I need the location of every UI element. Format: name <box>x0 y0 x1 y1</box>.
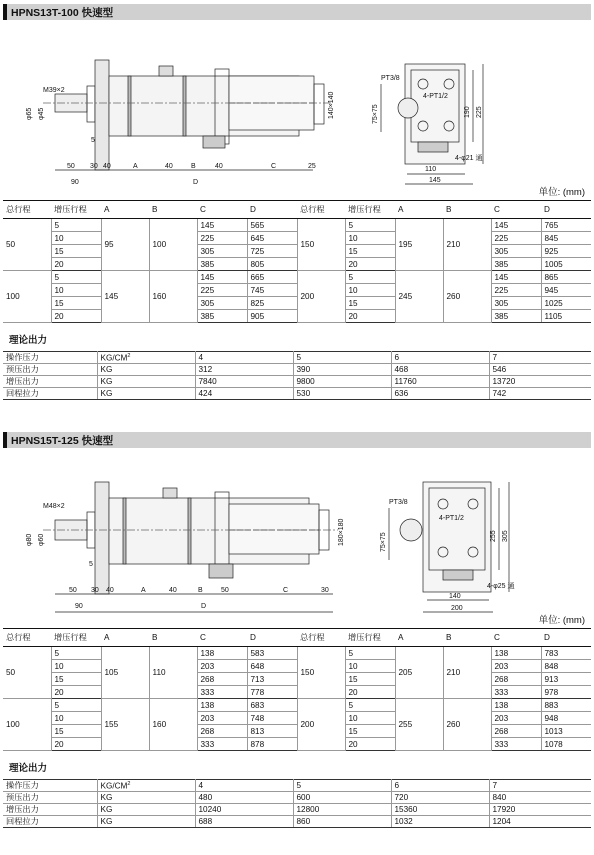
table-cell: 138 <box>491 647 541 660</box>
table-cell: 7 <box>489 780 591 792</box>
table-cell: 20 <box>51 310 101 323</box>
dimension-table <box>3 628 591 751</box>
table-cell: 333 <box>491 738 541 751</box>
table-cell: 948 <box>541 712 591 725</box>
svg-text:145: 145 <box>429 177 441 184</box>
svg-text:φ45: φ45 <box>38 107 45 120</box>
table-cell: 15 <box>345 245 395 258</box>
svg-text:φ60: φ60 <box>38 533 45 546</box>
table-cell: 145 <box>197 219 247 232</box>
table-cell: 预压出力 <box>3 792 97 804</box>
svg-text:PT3/8: PT3/8 <box>381 75 400 82</box>
table-cell: 783 <box>541 647 591 660</box>
svg-text:A: A <box>133 163 138 170</box>
table-cell: 10 <box>345 660 395 673</box>
svg-text:305: 305 <box>502 530 509 542</box>
table-cell: 6 <box>391 352 489 364</box>
svg-text:50: 50 <box>221 587 229 594</box>
section-title: HPNS13T-100 快速型 <box>3 4 591 20</box>
table-cell: 683 <box>247 699 297 712</box>
svg-text:φ80: φ80 <box>26 533 33 546</box>
table-cell: 95 <box>101 219 149 271</box>
table-cell: 333 <box>491 686 541 699</box>
svg-text:190: 190 <box>464 106 471 118</box>
table-cell: 565 <box>247 219 297 232</box>
table-cell: 203 <box>197 712 247 725</box>
table-cell: 5 <box>51 271 101 284</box>
table-cell: 225 <box>197 284 247 297</box>
table-cell: 905 <box>247 310 297 323</box>
table-cell: 210 <box>443 219 491 271</box>
table-cell: 12800 <box>293 804 391 816</box>
table-cell: 945 <box>541 284 591 297</box>
table-cell: $KG/CM^2$ <box>97 352 195 364</box>
table-cell: 145 <box>101 271 149 323</box>
svg-text:75×75: 75×75 <box>380 532 387 552</box>
svg-text:C: C <box>283 587 289 594</box>
table-row <box>3 792 591 804</box>
table-cell: 978 <box>541 686 591 699</box>
table-cell: 155 <box>101 699 149 751</box>
table-cell: 225 <box>491 232 541 245</box>
technical-drawing <box>3 24 591 186</box>
table-cell: 5 <box>51 647 101 660</box>
table-cell: 105 <box>101 647 149 699</box>
svg-text:50: 50 <box>67 163 75 170</box>
table-cell: KG <box>97 364 195 376</box>
table-cell: 260 <box>443 271 491 323</box>
table-cell: 5 <box>345 219 395 232</box>
svg-text:30: 30 <box>90 163 98 170</box>
force-title: 理论出力 <box>9 335 48 346</box>
table-row <box>3 816 591 828</box>
table-cell: 4 <box>195 352 293 364</box>
table-cell: 865 <box>541 271 591 284</box>
svg-text:40: 40 <box>165 163 173 170</box>
table-cell: 1025 <box>541 297 591 310</box>
table-cell: 583 <box>247 647 297 660</box>
table-cell: 742 <box>489 388 591 400</box>
svg-text:4-PT1/2: 4-PT1/2 <box>423 93 448 100</box>
table-cell: 688 <box>195 816 293 828</box>
table-cell: 100 <box>3 699 51 751</box>
table-cell: 15360 <box>391 804 489 816</box>
table-cell: 操作压力 <box>3 780 97 792</box>
cylinder-drawing <box>3 452 591 614</box>
table-cell: 665 <box>247 271 297 284</box>
table-cell: 203 <box>491 712 541 725</box>
table-cell: 305 <box>491 297 541 310</box>
technical-drawing <box>3 452 591 614</box>
svg-text:M48×2: M48×2 <box>43 503 65 510</box>
table-cell: 805 <box>247 258 297 271</box>
table-cell: 530 <box>293 388 391 400</box>
table-cell: 260 <box>443 699 491 751</box>
svg-text:A: A <box>141 587 146 594</box>
table-cell: KG <box>97 792 195 804</box>
table-cell: 15 <box>345 725 395 738</box>
table-header-row: 总行程 增压行程 A B C D 总行程 增压行程 A B C D <box>3 201 591 219</box>
table-cell: 333 <box>197 738 247 751</box>
table-cell: 195 <box>395 219 443 271</box>
table-cell: 878 <box>247 738 297 751</box>
table-cell: 150 <box>297 647 345 699</box>
table-row <box>3 352 591 364</box>
table-cell: 138 <box>197 699 247 712</box>
table-cell: 138 <box>197 647 247 660</box>
table-cell: 5 <box>345 271 395 284</box>
svg-text:90: 90 <box>71 179 79 186</box>
table-cell: 860 <box>293 816 391 828</box>
svg-text:4-PT1/2: 4-PT1/2 <box>439 515 464 522</box>
table-cell: 468 <box>391 364 489 376</box>
svg-text:40: 40 <box>106 587 114 594</box>
table-cell: 50 <box>3 647 51 699</box>
table-cell: 848 <box>541 660 591 673</box>
unit-label: 单位: (mm) <box>538 187 585 198</box>
table-cell: 20 <box>51 686 101 699</box>
table-cell: 110 <box>149 647 197 699</box>
table-cell: 385 <box>197 310 247 323</box>
svg-text:4-φ21 通: 4-φ21 通 <box>455 155 483 162</box>
table-cell: 305 <box>491 245 541 258</box>
svg-text:90: 90 <box>75 603 83 610</box>
table-cell: 20 <box>345 310 395 323</box>
table-cell: 4 <box>195 780 293 792</box>
table-cell: 10 <box>345 232 395 245</box>
table-row <box>3 647 591 660</box>
table-cell: 765 <box>541 219 591 232</box>
table-cell: $KG/CM^2$ <box>97 780 195 792</box>
table-cell: 268 <box>197 725 247 738</box>
table-cell: 1005 <box>541 258 591 271</box>
table-cell: 回程拉力 <box>3 816 97 828</box>
table-cell: 10240 <box>195 804 293 816</box>
section-hpns13t <box>3 4 591 400</box>
table-cell: 回程拉力 <box>3 388 97 400</box>
table-cell: 5 <box>51 699 101 712</box>
table-cell: 增压出力 <box>3 804 97 816</box>
table-cell: 50 <box>3 219 51 271</box>
table-cell: 160 <box>149 271 197 323</box>
table-cell: 203 <box>197 660 247 673</box>
table-cell: 5 <box>293 352 391 364</box>
table-cell: 操作压力 <box>3 352 97 364</box>
table-cell: KG <box>97 376 195 388</box>
table-cell: 883 <box>541 699 591 712</box>
table-row <box>3 271 591 284</box>
svg-text:140: 140 <box>449 593 461 600</box>
table-cell: 9800 <box>293 376 391 388</box>
table-cell: 600 <box>293 792 391 804</box>
table-cell: 913 <box>541 673 591 686</box>
table-cell: 145 <box>491 219 541 232</box>
table-cell: 13720 <box>489 376 591 388</box>
table-cell: 205 <box>395 647 443 699</box>
table-row <box>3 364 591 376</box>
svg-text:200: 200 <box>451 605 463 612</box>
unit-label: 单位: (mm) <box>538 615 585 626</box>
svg-text:30: 30 <box>91 587 99 594</box>
svg-text:B: B <box>191 163 196 170</box>
table-cell: 200 <box>297 699 345 751</box>
table-header-row: 总行程 增压行程 A B C D 总行程 增压行程 A B C D <box>3 629 591 647</box>
table-cell: 636 <box>391 388 489 400</box>
table-cell: 7840 <box>195 376 293 388</box>
table-cell: 138 <box>491 699 541 712</box>
table-cell: 255 <box>395 699 443 751</box>
table-cell: 5 <box>51 219 101 232</box>
force-table <box>3 351 591 400</box>
table-cell: 1078 <box>541 738 591 751</box>
cylinder-drawing <box>3 24 591 186</box>
table-cell: 720 <box>391 792 489 804</box>
dimension-table <box>3 200 591 323</box>
table-cell: 745 <box>247 284 297 297</box>
table-cell: 预压出力 <box>3 364 97 376</box>
svg-text:C: C <box>271 163 277 170</box>
table-cell: 15 <box>51 245 101 258</box>
svg-text:180×180: 180×180 <box>338 518 345 546</box>
table-cell: 813 <box>247 725 297 738</box>
table-cell: 5 <box>293 780 391 792</box>
table-cell: 203 <box>491 660 541 673</box>
table-cell: 5 <box>345 699 395 712</box>
table-cell: 385 <box>491 258 541 271</box>
table-cell: 825 <box>247 297 297 310</box>
table-cell: 268 <box>491 673 541 686</box>
table-cell: 312 <box>195 364 293 376</box>
section-title: HPNS15T-125 快速型 <box>3 432 591 448</box>
table-cell: 385 <box>491 310 541 323</box>
table-body <box>3 647 591 751</box>
table-cell: 925 <box>541 245 591 258</box>
table-cell: 840 <box>489 792 591 804</box>
table-body <box>3 219 591 323</box>
svg-text:5: 5 <box>91 137 95 144</box>
table-cell: 1032 <box>391 816 489 828</box>
table-cell: 225 <box>197 232 247 245</box>
table-cell: 1105 <box>541 310 591 323</box>
svg-text:φ65: φ65 <box>26 107 33 120</box>
table-cell: 225 <box>491 284 541 297</box>
table-cell: 645 <box>247 232 297 245</box>
table-cell: 20 <box>51 738 101 751</box>
table-cell: 713 <box>247 673 297 686</box>
table-cell: 725 <box>247 245 297 258</box>
table-cell: 333 <box>197 686 247 699</box>
table-cell: 268 <box>197 673 247 686</box>
table-cell: 20 <box>51 258 101 271</box>
table-cell: 424 <box>195 388 293 400</box>
table-cell: KG <box>97 388 195 400</box>
table-row <box>3 388 591 400</box>
table-cell: 10 <box>51 712 101 725</box>
svg-text:50: 50 <box>69 587 77 594</box>
table-cell: 200 <box>297 271 345 323</box>
table-cell: 100 <box>3 271 51 323</box>
table-cell: 11760 <box>391 376 489 388</box>
table-cell: 10 <box>345 284 395 297</box>
force-title: 理论出力 <box>9 763 48 774</box>
table-cell: 245 <box>395 271 443 323</box>
svg-text:25: 25 <box>308 163 316 170</box>
svg-text:D: D <box>193 179 199 186</box>
table-cell: 845 <box>541 232 591 245</box>
svg-text:5: 5 <box>89 561 93 568</box>
table-cell: 15 <box>51 297 101 310</box>
table-cell: 15 <box>51 725 101 738</box>
thread-label: M39×2 <box>43 87 65 94</box>
table-cell: 480 <box>195 792 293 804</box>
table-cell: 10 <box>51 284 101 297</box>
table-cell: 160 <box>149 699 197 751</box>
table-cell: 390 <box>293 364 391 376</box>
svg-text:40: 40 <box>103 163 111 170</box>
table-cell: 17920 <box>489 804 591 816</box>
table-cell: 7 <box>489 352 591 364</box>
table-row <box>3 780 591 792</box>
table-cell: 20 <box>345 738 395 751</box>
table-cell: 145 <box>491 271 541 284</box>
table-cell: 778 <box>247 686 297 699</box>
table-cell: 10 <box>51 232 101 245</box>
table-cell: 10 <box>51 660 101 673</box>
svg-text:40: 40 <box>215 163 223 170</box>
table-cell: 1013 <box>541 725 591 738</box>
table-cell: 15 <box>345 673 395 686</box>
table-cell: KG <box>97 804 195 816</box>
table-cell: 增压出力 <box>3 376 97 388</box>
svg-text:225: 225 <box>476 106 483 118</box>
table-cell: KG <box>97 816 195 828</box>
table-cell: 1204 <box>489 816 591 828</box>
table-cell: 210 <box>443 647 491 699</box>
table-cell: 648 <box>247 660 297 673</box>
svg-text:4-φ25 通: 4-φ25 通 <box>487 583 515 590</box>
table-cell: 748 <box>247 712 297 725</box>
table-cell: 20 <box>345 686 395 699</box>
svg-text:255: 255 <box>490 530 497 542</box>
table-row <box>3 376 591 388</box>
table-row <box>3 219 591 232</box>
force-table <box>3 779 591 828</box>
svg-text:B: B <box>198 587 203 594</box>
table-cell: 305 <box>197 245 247 258</box>
table-cell: 546 <box>489 364 591 376</box>
table-cell: 145 <box>197 271 247 284</box>
svg-text:40: 40 <box>169 587 177 594</box>
table-cell: 305 <box>197 297 247 310</box>
svg-text:110: 110 <box>425 166 437 173</box>
table-cell: 268 <box>491 725 541 738</box>
table-cell: 15 <box>345 297 395 310</box>
svg-text:30: 30 <box>321 587 329 594</box>
table-cell: 100 <box>149 219 197 271</box>
section-hpns15t <box>3 432 591 828</box>
svg-text:75×75: 75×75 <box>372 104 379 124</box>
table-cell: 20 <box>345 258 395 271</box>
table-cell: 150 <box>297 219 345 271</box>
table-cell: 5 <box>345 647 395 660</box>
table-cell: 15 <box>51 673 101 686</box>
table-row <box>3 699 591 712</box>
svg-text:PT3/8: PT3/8 <box>389 499 408 506</box>
svg-text:140×140: 140×140 <box>328 91 335 119</box>
svg-text:D: D <box>201 603 207 610</box>
table-cell: 385 <box>197 258 247 271</box>
table-row <box>3 804 591 816</box>
table-cell: 6 <box>391 780 489 792</box>
table-cell: 10 <box>345 712 395 725</box>
